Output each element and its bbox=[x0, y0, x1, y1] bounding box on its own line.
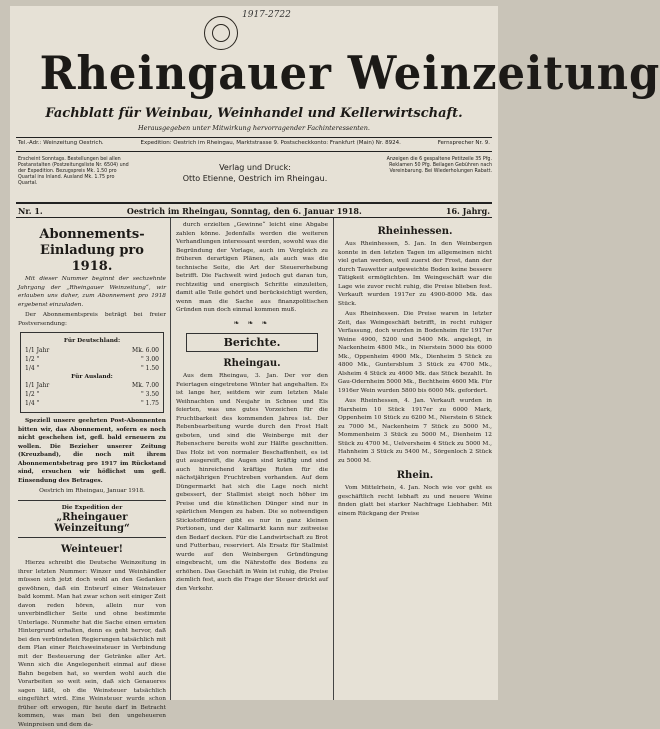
abo-intro: Mit dieser Nummer beginnt der sechzehnte Jahrgang der „Rheingauer Weinzeitung“, wir erlauben uns daher, zum Abonnement pro 1918 ergebenst einzuladen. bbox=[18, 276, 166, 308]
rhein-report: Vom Mittelrhein, 4. Jan. Noch wie vor geht es geschäftlich recht lebhaft zu und neuere Weine finden glatt bei starker Nachfrage Liebhaber. Mit einem Rückgang der Preise bbox=[338, 485, 492, 517]
column-2 bbox=[176, 221, 328, 699]
newspaper-page bbox=[10, 6, 660, 728]
column-rule bbox=[333, 218, 334, 700]
rheinhessen-report-2: Aus Rheinhessen. Die Preise waren in letzter Zeit, das Weingeschäft betrifft, in recht ruhiger Verfassung, doch wurden in Bodenheim für 1917er Weine 4900, 5200 und 5400 Mk. angelegt, in Nackenheim 4800 Mk., in Nierstein 5000 bis 6000 Mk., Oppenheim 4900 Mk., Dienheim 5 Stück zu 4800 Mk., Guntersblum 3 Stück zu 4700 Mk., Alsheim 4 Stück zu 4600 Mk. das Stück bezahlt. In Gau-Odernheim 5000 Mk., Bechtheim 4600 Mk. Für 1916er Wein wurden 5800 bis 6000 Mk. gefordert. bbox=[338, 311, 492, 394]
abo-title: Abonnements- Einladung pro 1918. bbox=[39, 227, 145, 274]
weinteuer-text: Hierzu schreibt die Deutsche Weinzeitung in ihrer letzten Nummer: Winzer und Weinhändler müssen sich jetzt doch wohl an den Gedanken gewöhnen, daß ein Entwurf einer Weinsteuer bald kommt. Man hat zwar schon seit einiger Zeit davon reden hören, allein nur von unverbindlicher Seite und ohne bestimmte Unterlage. Nunmehr hat die Sache einen ernsten Hintergrund erhalten, denn es geht hervor, daß bei den verbündeten Regierungen tatsächlich mit dem Plan einer Reichsweinsteuer in Verbindung mit der Besteuerung der Getränke aller Art. Wenn sich die Angelegenheit einmal auf diese Bahn begeben hat, so werden wohl auch die Vorarbeiten so weit sein, daß sich Genaueres sagen läßt, ob die Weinsteuer tatsächlich eingeführt wird. Eine Weinsteuer wurde schon früher oft erwogen, für heute darf in Betracht kommen, was man bei den ungeheueren Weinpreisen und dem da- bbox=[18, 560, 166, 728]
column-rule bbox=[170, 218, 171, 700]
issue-date: Oestrich im Rheingau, Sonntag, den 6. Januar 1918. bbox=[126, 206, 362, 216]
price-row: 1/4 " " 1.50 bbox=[25, 364, 159, 372]
column-1 bbox=[18, 221, 166, 728]
rheingau-report: Aus dem Rheingau, 3. Jan. Der vor den Feiertagen eingetretene Winter hat angehalten. Es ist lange her, seitdem wir zum letzten Male Weihnachten und Neujahr in Schnee und Eis feierten, was uns gutes Vorzeichen für die Fruchtbarkeit des kommenden Jahres ist. Der Rebenbearbeitung wurde durch den Frost Halt geboten, und sind die Weinberge mit der Rebenschere bereits wohl zur Hälfte geschnitten. Das Holz ist von normaler Beschaffenheit, es ist gut ausgereift, die Augen sind kräftig und sind auch hinreichend kräftige Ruten für die nächstjährigen Fruchtreben vorhanden. Auf dem Düngermarkt hat sich die Lage noch nicht gebessert, der Stallmist steigt noch höher im Preise und die künstlichen Dünger sind nur in spärlichen Mengen zu haben. Die so notwendigen Stickstoffdünger gibt es nur in ganz kleinen Portionen, und der Kalimarkt kann nur zeitweise den Bedarf decken. Für die Landwirtschaft zu Brot und Futterbau, reserviert. Als Ersatz für Stallmist wurde auf den Weinbergen Gründüngung eingebracht, um die Nährstoffe des Bodens zu erhöhen. Das Geschäft in Wein ist ruhig, die Preise ziemlich fest, auch die Frage der Steuer drückt auf den Verkehr. bbox=[176, 373, 328, 592]
ausland-label: Für Ausland: bbox=[71, 373, 113, 380]
abo-footer: Speziell unsere geehrten Post-Abonnenten bitten wir, das Abonnement, sofern es noch nicht geschehen ist, gefl. bald erneuern zu wollen. Die Bezieher unserer Zeitung (Kreuzband), die noch mit ihrem Abonnementsbetrag pro 1917 im Rückstand sind, ersuchen wir höflichst um gefl. Einsendung des Betrages. bbox=[18, 418, 166, 484]
handwritten-note: 1917-2722 bbox=[242, 10, 291, 20]
rheinhessen-headline: Rheinhessen. bbox=[377, 226, 453, 237]
ornament-divider: ❧ ❧ ❧ bbox=[233, 318, 271, 327]
divider bbox=[16, 202, 492, 204]
price-row: 1/4 " " 1.75 bbox=[25, 400, 159, 407]
issue-number: Nr. 1. bbox=[18, 206, 43, 216]
abo-price-intro: Der Abonnementspreis beträgt bei freier Postversendung: bbox=[18, 312, 166, 327]
library-stamp-icon bbox=[204, 16, 238, 50]
publisher-name: Otto Etienne, Oestrich im Rheingau. bbox=[182, 174, 328, 183]
publisher-label: Verlag und Druck: bbox=[219, 163, 291, 172]
price-row: 1/1 Jahr Mk. 7.00 bbox=[25, 382, 159, 389]
rheinhessen-report-3: Aus Rheinhessen, 4. Jan. Verkauft wurden in Harxheim 10 Stück 1917er zu 6000 Mark, Oppenheim 10 Stück zu 6200 M., Nierstein 6 Stück zu 7000 M., Nackenheim 7 Stück zu 5000 M., Mommenheim 3 Stück zu 5000 M., Dienheim 12 Stück zu 4700 M., Uelversheim 4 Stück zu 5000 M., Hahnheim 3 Stück zu 5400 M., Sörgenloch 2 Stück zu 5000 M. bbox=[338, 398, 492, 464]
divider bbox=[16, 137, 492, 138]
price-row: 1/2 " " 3.50 bbox=[25, 391, 159, 398]
place-date: Oestrich im Rheingau, Januar 1918. bbox=[39, 488, 145, 494]
divider bbox=[16, 217, 492, 218]
telegram-address: Tel.-Adr.: Weinzeitung Oestrich. bbox=[18, 140, 104, 146]
subtitle: Fachblatt für Weinbau, Weinhandel und Kellerwirtschaft. bbox=[45, 106, 463, 121]
subscription-info: Erscheint Sonntags. Bestellungen bei allen Postanstalten (Postzeitungsliste Nr. 6504) und der Expedition. Bezugspreis Mk. 1.50 pro Quartal ins Inland. Ausland Mk. 1.75 pro Quartal. bbox=[18, 157, 129, 186]
ads-info: Anzeigen die 6 gespaltene Petitzeile 35 Pfg. Reklamen 50 Pfg. Beilagen Gebühren nach Vereinbarung. Bei Wiederholungen Rabatt. bbox=[386, 157, 492, 174]
publisher-block bbox=[160, 162, 350, 184]
rheingau-headline: Rheingau. bbox=[223, 358, 281, 369]
rhein-headline: Rhein. bbox=[396, 470, 434, 481]
column-3 bbox=[338, 221, 492, 699]
dateline bbox=[18, 206, 490, 216]
phone-number: Fernsprecher Nr. 9. bbox=[437, 140, 490, 146]
price-row: 1/1 Jahr Mk. 6.00 bbox=[25, 346, 159, 354]
volume-year: 16. Jahrg. bbox=[445, 206, 490, 216]
price-table bbox=[20, 332, 164, 413]
subsubtitle: Herausgegeben unter Mitwirkung hervorragender Fachinteressenten. bbox=[138, 124, 370, 132]
berichte-headline: Berichte. bbox=[186, 333, 318, 352]
inland-label: Für Deutschland: bbox=[63, 338, 121, 344]
expedition-address: Expedition: Oestrich im Rheingau, Marktstrasse 9. Postscheckkonto: Frankfurt (Main) Nr. 8924. bbox=[140, 140, 401, 146]
masthead-title: Rheingauer Weinzeitung bbox=[39, 46, 660, 100]
continuation-text: durch erzielten „Gewinne“ leicht eine Abgabe zahlen könne. Jedenfalls werden die weiteren Verhandlungen interessant werden, sowohl was die Begründung der Vorlage, auch im Vergleich zu früheren derartigen Plänen, als auch was die technische Seite, die Art der Steuererhebung betrifft. Die Fachwelt wird jedoch gut daran tun, rechtzeitig und energisch Schritte einzuleiten, damit alle Teile gehört und berücksichtigt werden, wenn man die Sache aus finanzpolitischen Gründen nun doch einmal kommen muß. bbox=[176, 222, 328, 313]
weinteuer-headline: Weinteuer! bbox=[60, 544, 124, 555]
contact-strip bbox=[18, 140, 490, 146]
rheinhessen-report-1: Aus Rheinhessen, 5. Jan. In den Weinbergen konnte in den letzten Tagen im allgemeinen nicht viel getan werden, weil zuerst der Frost, dann der durch Tauwetter aufgeweichte Boden keine bessere Tätigkeit ermöglichten. Im Weingeschäft war die Lage wie zuvor recht ruhig, die Preise blieben fest. Verkauft wurden 1917er zu 4900-8000 Mk. das Stück. bbox=[338, 241, 492, 307]
divider bbox=[16, 151, 492, 152]
price-row: 1/2 " " 3.00 bbox=[25, 355, 159, 363]
expedition-signature: Die Expedition der „Rheingauer Weinzeitung“ bbox=[18, 500, 166, 539]
